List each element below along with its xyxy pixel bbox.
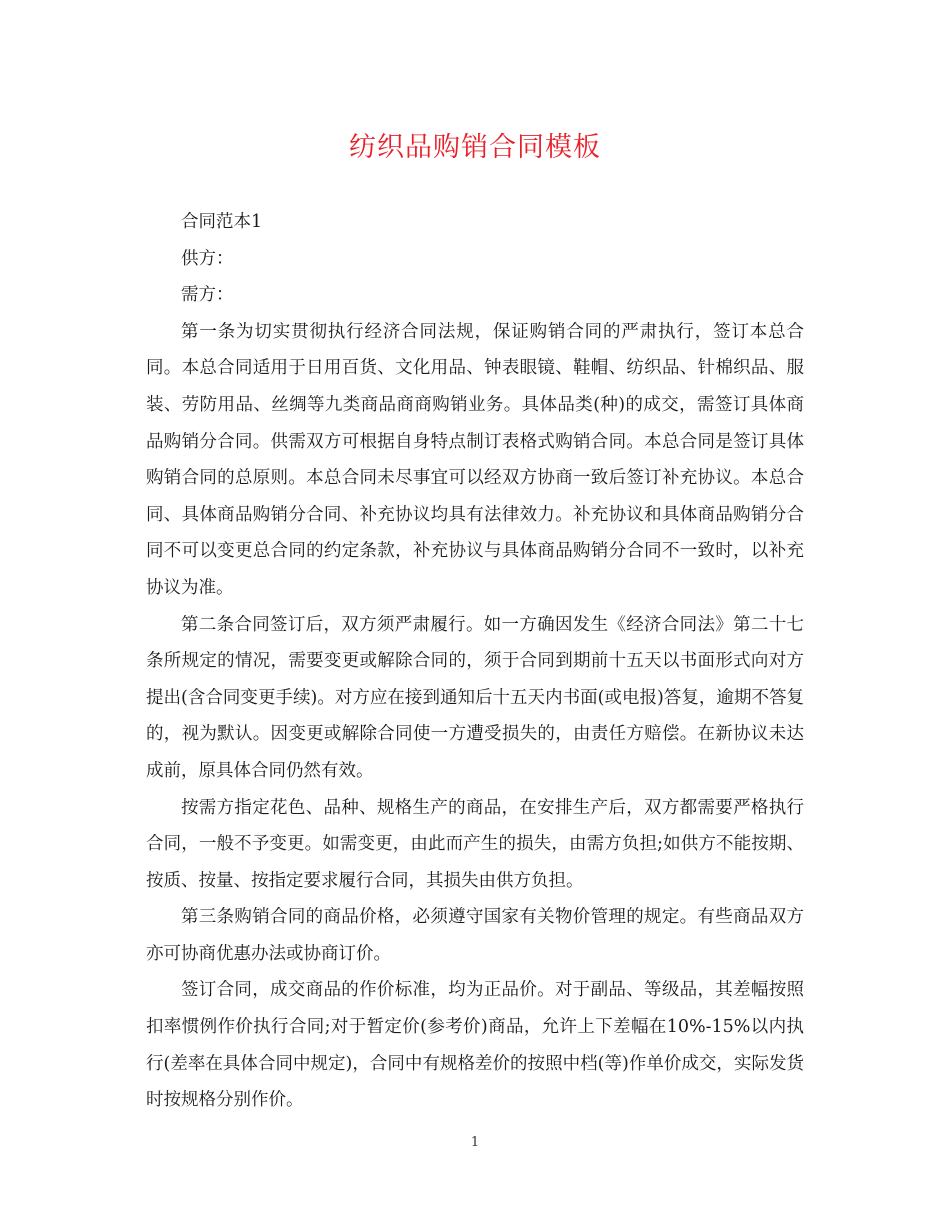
specified-goods-paragraph: 按需方指定花色、品种、规格生产的商品，在安排生产后，双方都需要严格执行合同，一般不予变更。如需变更，由此而产生的损失，由需方负担;如供方不能按期、按质、按量、按指定要求履行合同，其损失由供方负担。 (146, 797, 804, 891)
pricing-standard-paragraph: 签订合同，成交商品的作价标准，均为正品价。对于副品、等级品，其差幅按照扣率惯例作价执行合同;对于暂定价(参考价)商品，允许上下差幅在10%-15%以内执行(差率在具体合同中规定)，合同中有规格差价的按照中档(等)作单价成交，实际发货时按规格分别作价。 (146, 980, 804, 1111)
contract-sample-heading: 合同范本1 (181, 212, 263, 232)
supplier-line: 供方： (181, 248, 234, 269)
article-2-paragraph: 第二条合同签订后，双方须严肃履行。如一方确因发生《经济合同法》第二十七条所规定的情况，需要变更或解除合同的，须于合同到期前十五天以书面形式向对方提出(含合同变更手续)。对方应在接到通知后十五天内书面(或电报)答复，逾期不答复的，视为默认。因变更或解除合同使一方遭受损失的，由责任方赔偿。在新协议未达成前，原具体合同仍然有效。 (146, 614, 804, 781)
buyer-line: 需方： (181, 285, 234, 306)
document-body (146, 204, 804, 1119)
page-number: 1 (470, 1135, 480, 1150)
article-3-paragraph: 第三条购销合同的商品价格，必须遵守国家有关物价管理的规定。有些商品双方亦可协商优惠办法或协商订价。 (146, 907, 804, 964)
article-1-paragraph: 第一条为切实贯彻执行经济合同法规，保证购销合同的严肃执行，签订本总合同。本总合同适用于日用百货、文化用品、钟表眼镜、鞋帽、纺织品、针棉织品、服装、劳防用品、丝绸等九类商品商商购销业务。具体品类(种)的成交，需签订具体商品购销分合同。供需双方可根据自身特点制订表格式购销合同。本总合同是签订具体购销合同的总原则。本总合同未尽事宜可以经双方协商一致后签订补充协议。本总合同、具体商品购销分合同、补充协议均具有法律效力。补充协议和具体商品购销分合同不可以变更总合同的约定条款，补充协议与具体商品购销分合同不一致时，以补充协议为准。 (146, 321, 804, 598)
document-title: 纺织品购销合同模板 (349, 132, 601, 163)
